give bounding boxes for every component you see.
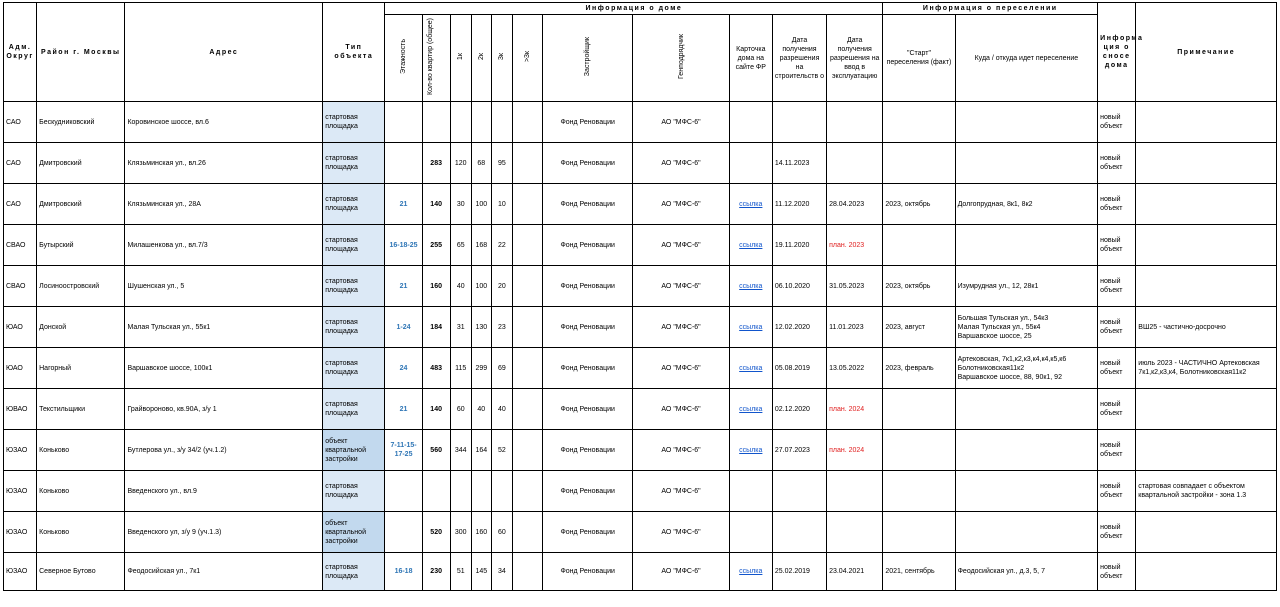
cell-district: Нагорный bbox=[37, 348, 125, 389]
cell-demolition: новый объект bbox=[1098, 348, 1136, 389]
cell-type: стартовая площадка bbox=[323, 102, 385, 143]
cell-district: Северное Бутово bbox=[37, 553, 125, 591]
cell-permit-use bbox=[827, 471, 883, 512]
cell-card bbox=[729, 266, 772, 307]
cell-developer: Фонд Реновации bbox=[543, 553, 633, 591]
cell-1k: 60 bbox=[450, 389, 471, 430]
cell-start: 2023, октябрь bbox=[883, 266, 955, 307]
cell-where bbox=[955, 471, 1098, 512]
cell-start bbox=[883, 471, 955, 512]
cell-permit-use bbox=[827, 143, 883, 184]
cell-note bbox=[1136, 143, 1277, 184]
cell-developer: Фонд Реновации bbox=[543, 307, 633, 348]
cell-2k: 130 bbox=[471, 307, 491, 348]
cell-permit-build: 27.07.2023 bbox=[772, 430, 826, 471]
cell-card bbox=[729, 430, 772, 471]
cell-3k bbox=[491, 471, 512, 512]
cell-1k bbox=[450, 102, 471, 143]
cell-contractor: АО "МФС-6" bbox=[633, 184, 729, 225]
cell-2k bbox=[471, 102, 491, 143]
cell-permit-build: 05.08.2019 bbox=[772, 348, 826, 389]
card-link[interactable]: ссылка bbox=[739, 200, 763, 208]
cell-apartments: 283 bbox=[422, 143, 450, 184]
cell-3k-plus bbox=[512, 184, 542, 225]
cell-2k: 299 bbox=[471, 348, 491, 389]
cell-developer: Фонд Реновации bbox=[543, 143, 633, 184]
cell-type: объект квартальной застройки bbox=[323, 430, 385, 471]
cell-contractor: АО "МФС-6" bbox=[633, 430, 729, 471]
cell-address: Варшавское шоссе, 100к1 bbox=[125, 348, 323, 389]
col-permit-use: Дата получения разрешения на ввод в эксплуатацию bbox=[827, 15, 883, 102]
cell-2k: 100 bbox=[471, 184, 491, 225]
cell-type: стартовая площадка bbox=[323, 225, 385, 266]
col-developer: Застройщик bbox=[543, 15, 633, 102]
cell-apartments: 184 bbox=[422, 307, 450, 348]
where-line: Феодосийская ул., д.3, 5, 7 bbox=[957, 568, 1045, 575]
cell-start bbox=[883, 389, 955, 430]
cell-contractor: АО "МФС-6" bbox=[633, 471, 729, 512]
cell-permit-build: 14.11.2023 bbox=[772, 143, 826, 184]
cell-3k-plus bbox=[512, 102, 542, 143]
cell-1k: 31 bbox=[450, 307, 471, 348]
cell-start bbox=[883, 102, 955, 143]
cell-2k: 168 bbox=[471, 225, 491, 266]
cell-apartments: 483 bbox=[422, 348, 450, 389]
table-row bbox=[4, 471, 1277, 512]
cell-permit-use bbox=[827, 512, 883, 553]
cell-start: 2023, октябрь bbox=[883, 184, 955, 225]
cell-floors bbox=[385, 471, 422, 512]
cell-district: Бутырский bbox=[37, 225, 125, 266]
cell-developer: Фонд Реновации bbox=[543, 471, 633, 512]
cell-permit-build: 25.02.2019 bbox=[772, 553, 826, 591]
where-line: Артековская, 7к1,к2,к3,к4,к4,к5,к6 bbox=[957, 355, 1067, 363]
col-district: Район г. Москвы bbox=[37, 3, 125, 102]
cell-card bbox=[729, 225, 772, 266]
cell-address: Клязьминская ул., 28А bbox=[125, 184, 323, 225]
card-link[interactable]: ссылка bbox=[739, 282, 763, 290]
table-row bbox=[4, 143, 1277, 184]
cell-1k: 115 bbox=[450, 348, 471, 389]
cell-card bbox=[729, 553, 772, 591]
col-2k: 2к bbox=[471, 15, 491, 102]
cell-district: Лосиноостровский bbox=[37, 266, 125, 307]
cell-district: Коньково bbox=[37, 512, 125, 553]
cell-demolition: новый объект bbox=[1098, 184, 1136, 225]
cell-address: Коровинское шоссе, вл.6 bbox=[125, 102, 323, 143]
cell-note bbox=[1136, 389, 1277, 430]
col-adm: Адм. Округ bbox=[4, 3, 37, 102]
card-link[interactable]: ссылка bbox=[739, 568, 763, 575]
col-demolition: Информа ция о сносе дома bbox=[1098, 3, 1136, 102]
col-address: Адрес bbox=[125, 3, 323, 102]
cell-3k: 20 bbox=[491, 266, 512, 307]
cell-contractor: АО "МФС-6" bbox=[633, 348, 729, 389]
table-row bbox=[4, 430, 1277, 471]
cell-card bbox=[729, 348, 772, 389]
cell-developer: Фонд Реновации bbox=[543, 102, 633, 143]
cell-start: 2023, февраль bbox=[883, 348, 955, 389]
cell-floors: 16-18-25 bbox=[385, 225, 422, 266]
cell-demolition: новый объект bbox=[1098, 102, 1136, 143]
cell-permit-use: 28.04.2023 bbox=[827, 184, 883, 225]
cell-3k bbox=[491, 102, 512, 143]
col-start: "Старт" переселения (факт) bbox=[883, 15, 955, 102]
where-line: Малая Тульская ул., 55к4 bbox=[957, 323, 1041, 331]
cell-type: стартовая площадка bbox=[323, 553, 385, 591]
cell-where bbox=[955, 307, 1098, 348]
cell-3k: 10 bbox=[491, 184, 512, 225]
cell-demolition: новый объект bbox=[1098, 266, 1136, 307]
cell-address: Введенского ул, з/у 9 (уч.1.3) bbox=[125, 512, 323, 553]
cell-note bbox=[1136, 266, 1277, 307]
cell-2k: 164 bbox=[471, 430, 491, 471]
table-row bbox=[4, 307, 1277, 348]
cell-permit-build: 06.10.2020 bbox=[772, 266, 826, 307]
cell-3k: 23 bbox=[491, 307, 512, 348]
col-3k-plus: >3к bbox=[512, 15, 542, 102]
cell-floors: 21 bbox=[385, 266, 422, 307]
group-house-info: Информация о доме bbox=[385, 3, 883, 15]
cell-3k-plus bbox=[512, 266, 542, 307]
cell-demolition: новый объект bbox=[1098, 225, 1136, 266]
cell-2k: 145 bbox=[471, 553, 491, 591]
cell-where bbox=[955, 102, 1098, 143]
cell-developer: Фонд Реновации bbox=[543, 225, 633, 266]
col-note: Примечание bbox=[1136, 3, 1277, 102]
cell-adm: САО bbox=[4, 102, 37, 143]
cell-district: Бескудниковский bbox=[37, 102, 125, 143]
cell-contractor: АО "МФС-6" bbox=[633, 553, 729, 591]
cell-2k: 40 bbox=[471, 389, 491, 430]
cell-3k: 69 bbox=[491, 348, 512, 389]
cell-start bbox=[883, 512, 955, 553]
cell-district: Коньково bbox=[37, 471, 125, 512]
cell-demolition: новый объект bbox=[1098, 512, 1136, 553]
cell-floors: 1-24 bbox=[385, 307, 422, 348]
cell-start bbox=[883, 143, 955, 184]
table-row bbox=[4, 225, 1277, 266]
cell-permit-use: план. 2024 bbox=[827, 430, 883, 471]
cell-district: Донской bbox=[37, 307, 125, 348]
cell-address: Введенского ул., вл.9 bbox=[125, 471, 323, 512]
cell-start: 2021, сентябрь bbox=[883, 553, 955, 591]
cell-adm: ЮВАО bbox=[4, 389, 37, 430]
cell-1k: 65 bbox=[450, 225, 471, 266]
cell-3k: 60 bbox=[491, 512, 512, 553]
cell-type: стартовая площадка bbox=[323, 389, 385, 430]
cell-floors: 16-18 bbox=[385, 553, 422, 591]
cell-district: Дмитровский bbox=[37, 143, 125, 184]
cell-note bbox=[1136, 553, 1277, 591]
cell-address: Шушенская ул., 5 bbox=[125, 266, 323, 307]
header-group-row bbox=[4, 3, 1277, 15]
cell-address: Бутлерова ул., з/у 34/2 (уч.1.2) bbox=[125, 430, 323, 471]
cell-floors bbox=[385, 512, 422, 553]
cell-permit-build: 19.11.2020 bbox=[772, 225, 826, 266]
cell-developer: Фонд Реновации bbox=[543, 266, 633, 307]
cell-1k: 300 bbox=[450, 512, 471, 553]
cell-where bbox=[955, 348, 1098, 389]
cell-where bbox=[955, 266, 1098, 307]
cell-demolition: новый объект bbox=[1098, 430, 1136, 471]
cell-floors: 7-11-15-17-25 bbox=[385, 430, 422, 471]
cell-note bbox=[1136, 430, 1277, 471]
table-row bbox=[4, 553, 1277, 591]
cell-contractor: АО "МФС-6" bbox=[633, 143, 729, 184]
group-resettlement-info: Информация о переселении bbox=[883, 3, 1098, 15]
card-link[interactable]: ссылка bbox=[739, 241, 763, 249]
cell-permit-build: 02.12.2020 bbox=[772, 389, 826, 430]
card-link[interactable]: ссылка bbox=[739, 323, 763, 331]
cell-3k: 95 bbox=[491, 143, 512, 184]
col-type: Тип объекта bbox=[323, 3, 385, 102]
cell-adm: ЮЗАО bbox=[4, 471, 37, 512]
cell-apartments bbox=[422, 102, 450, 143]
cell-apartments: 520 bbox=[422, 512, 450, 553]
cell-contractor: АО "МФС-6" bbox=[633, 225, 729, 266]
cell-developer: Фонд Реновации bbox=[543, 348, 633, 389]
cell-where bbox=[955, 225, 1098, 266]
cell-contractor: АО "МФС-6" bbox=[633, 266, 729, 307]
cell-note bbox=[1136, 184, 1277, 225]
cell-apartments: 230 bbox=[422, 553, 450, 591]
cell-apartments: 140 bbox=[422, 389, 450, 430]
cell-address: Клязьминская ул., вл.26 bbox=[125, 143, 323, 184]
cell-type: стартовая площадка bbox=[323, 184, 385, 225]
col-permit-build: Дата получения разрешения на строительств о bbox=[772, 15, 826, 102]
cell-adm: СВАО bbox=[4, 225, 37, 266]
cell-3k-plus bbox=[512, 471, 542, 512]
cell-apartments: 140 bbox=[422, 184, 450, 225]
cell-adm: СВАО bbox=[4, 266, 37, 307]
cell-contractor: АО "МФС-6" bbox=[633, 389, 729, 430]
col-1k: 1к bbox=[450, 15, 471, 102]
cell-demolition: новый объект bbox=[1098, 307, 1136, 348]
where-line: Большая Тульская ул., 54к3 bbox=[957, 314, 1049, 322]
cell-where bbox=[955, 184, 1098, 225]
cell-floors: 24 bbox=[385, 348, 422, 389]
cell-floors bbox=[385, 143, 422, 184]
cell-start bbox=[883, 430, 955, 471]
cell-permit-use: 31.05.2023 bbox=[827, 266, 883, 307]
cell-developer: Фонд Реновации bbox=[543, 184, 633, 225]
col-3k: 3к bbox=[491, 15, 512, 102]
where-line: Болотниковская11к2 bbox=[957, 364, 1025, 372]
cell-address: Малая Тульская ул., 55к1 bbox=[125, 307, 323, 348]
col-contractor: Генподрядчик bbox=[633, 15, 729, 102]
cell-2k: 68 bbox=[471, 143, 491, 184]
cell-adm: САО bbox=[4, 184, 37, 225]
cell-2k: 160 bbox=[471, 512, 491, 553]
cell-district: Коньково bbox=[37, 430, 125, 471]
cell-1k: 30 bbox=[450, 184, 471, 225]
cell-3k-plus bbox=[512, 389, 542, 430]
cell-address: Грайвороново, кв.90А, з/у 1 bbox=[125, 389, 323, 430]
cell-adm: ЮАО bbox=[4, 348, 37, 389]
cell-3k: 34 bbox=[491, 553, 512, 591]
cell-card bbox=[729, 307, 772, 348]
cell-start: 2023, август bbox=[883, 307, 955, 348]
cell-permit-build bbox=[772, 471, 826, 512]
table-body bbox=[4, 102, 1277, 591]
cell-demolition: новый объект bbox=[1098, 389, 1136, 430]
cell-district: Текстильщики bbox=[37, 389, 125, 430]
col-floors: Этажность bbox=[385, 15, 422, 102]
table-row bbox=[4, 266, 1277, 307]
col-where: Куда / откуда идет переселение bbox=[955, 15, 1098, 102]
cell-card bbox=[729, 512, 772, 553]
renovation-table bbox=[3, 2, 1277, 591]
col-apartments: Кол-во квартир (общее) bbox=[422, 15, 450, 102]
cell-note bbox=[1136, 102, 1277, 143]
table-row bbox=[4, 512, 1277, 553]
cell-type: объект квартальной застройки bbox=[323, 512, 385, 553]
cell-contractor: АО "МФС-6" bbox=[633, 102, 729, 143]
cell-where bbox=[955, 553, 1098, 591]
cell-1k: 344 bbox=[450, 430, 471, 471]
table-row bbox=[4, 102, 1277, 143]
cell-developer: Фонд Реновации bbox=[543, 512, 633, 553]
cell-adm: ЮАО bbox=[4, 307, 37, 348]
cell-3k-plus bbox=[512, 143, 542, 184]
cell-adm: ЮЗАО bbox=[4, 553, 37, 591]
cell-floors bbox=[385, 102, 422, 143]
cell-3k-plus bbox=[512, 512, 542, 553]
cell-demolition: новый объект bbox=[1098, 471, 1136, 512]
cell-start bbox=[883, 225, 955, 266]
col-card: Карточка дома на сайте ФР bbox=[729, 15, 772, 102]
cell-1k: 51 bbox=[450, 553, 471, 591]
cell-permit-build bbox=[772, 102, 826, 143]
cell-1k: 40 bbox=[450, 266, 471, 307]
cell-type: стартовая площадка bbox=[323, 348, 385, 389]
cell-card bbox=[729, 143, 772, 184]
cell-contractor: АО "МФС-6" bbox=[633, 512, 729, 553]
cell-1k bbox=[450, 471, 471, 512]
cell-contractor: АО "МФС-6" bbox=[633, 307, 729, 348]
cell-note: ВШ25 - частично-досрочно bbox=[1136, 307, 1277, 348]
cell-card bbox=[729, 184, 772, 225]
where-line: Изумрудная ул., 12, 28к1 bbox=[957, 282, 1039, 290]
cell-3k: 40 bbox=[491, 389, 512, 430]
where-line: Варшавское шоссе, 88, 90к1, 92 bbox=[957, 373, 1062, 381]
cell-permit-build: 11.12.2020 bbox=[772, 184, 826, 225]
cell-type: стартовая площадка bbox=[323, 307, 385, 348]
cell-2k: 100 bbox=[471, 266, 491, 307]
cell-card bbox=[729, 471, 772, 512]
cell-permit-use: план. 2024 bbox=[827, 389, 883, 430]
cell-where bbox=[955, 143, 1098, 184]
cell-note bbox=[1136, 225, 1277, 266]
cell-3k: 52 bbox=[491, 430, 512, 471]
cell-3k-plus bbox=[512, 225, 542, 266]
cell-permit-use bbox=[827, 102, 883, 143]
where-line: Долгопрудная, 8к1, 8к2 bbox=[957, 200, 1033, 208]
cell-note: июль 2023 - ЧАСТИЧНО Артековская 7к1,к2,к3,к4, Болотниковская11к2 bbox=[1136, 348, 1277, 389]
cell-1k: 120 bbox=[450, 143, 471, 184]
cell-apartments bbox=[422, 471, 450, 512]
table-row bbox=[4, 348, 1277, 389]
cell-floors: 21 bbox=[385, 184, 422, 225]
cell-adm: САО bbox=[4, 143, 37, 184]
card-link[interactable]: ссылка bbox=[739, 446, 763, 454]
cell-permit-use: 13.05.2022 bbox=[827, 348, 883, 389]
cell-apartments: 560 bbox=[422, 430, 450, 471]
cell-developer: Фонд Реновации bbox=[543, 430, 633, 471]
cell-permit-use: план. 2023 bbox=[827, 225, 883, 266]
cell-card bbox=[729, 102, 772, 143]
cell-adm: ЮЗАО bbox=[4, 512, 37, 553]
cell-type: стартовая площадка bbox=[323, 143, 385, 184]
cell-3k-plus bbox=[512, 307, 542, 348]
cell-permit-build: 12.02.2020 bbox=[772, 307, 826, 348]
cell-3k-plus bbox=[512, 430, 542, 471]
cell-where bbox=[955, 430, 1098, 471]
cell-demolition: новый объект bbox=[1098, 553, 1136, 591]
cell-note bbox=[1136, 512, 1277, 553]
cell-district: Дмитровский bbox=[37, 184, 125, 225]
cell-where bbox=[955, 389, 1098, 430]
card-link[interactable]: ссылка bbox=[739, 405, 763, 413]
cell-floors: 21 bbox=[385, 389, 422, 430]
cell-where bbox=[955, 512, 1098, 553]
cell-3k-plus bbox=[512, 553, 542, 591]
cell-3k: 22 bbox=[491, 225, 512, 266]
cell-permit-use: 11.01.2023 bbox=[827, 307, 883, 348]
cell-apartments: 255 bbox=[422, 225, 450, 266]
card-link[interactable]: ссылка bbox=[739, 364, 763, 372]
cell-developer: Фонд Реновации bbox=[543, 389, 633, 430]
cell-demolition: новый объект bbox=[1098, 143, 1136, 184]
cell-permit-use: 23.04.2021 bbox=[827, 553, 883, 591]
cell-card bbox=[729, 389, 772, 430]
cell-type: стартовая площадка bbox=[323, 471, 385, 512]
cell-3k-plus bbox=[512, 348, 542, 389]
cell-address: Феодосийская ул., 7к1 bbox=[125, 553, 323, 591]
cell-type: стартовая площадка bbox=[323, 266, 385, 307]
cell-apartments: 160 bbox=[422, 266, 450, 307]
cell-permit-build bbox=[772, 512, 826, 553]
cell-address: Милашенкова ул., вл.7/3 bbox=[125, 225, 323, 266]
cell-adm: ЮЗАО bbox=[4, 430, 37, 471]
table-row bbox=[4, 389, 1277, 430]
table-row bbox=[4, 184, 1277, 225]
cell-2k bbox=[471, 471, 491, 512]
cell-note: стартовая совпадает с объектом квартальной застройки - зона 1.3 bbox=[1136, 471, 1277, 512]
where-line: Варшавское шоссе, 25 bbox=[957, 332, 1032, 340]
